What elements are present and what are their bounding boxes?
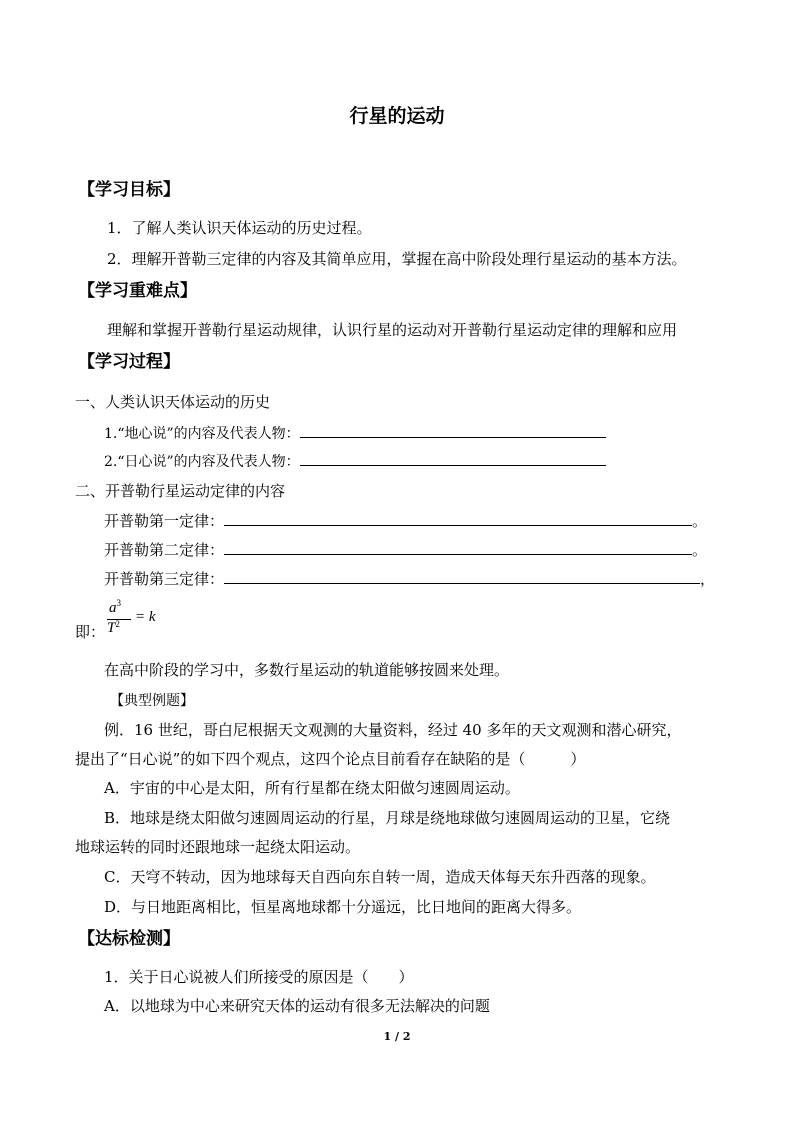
heading-key-points: 【学习重难点】 xyxy=(78,281,197,301)
kepler-law-3 xyxy=(104,569,715,589)
formula-numerator: $a^3$ xyxy=(109,598,121,616)
example-option-b-line-1: B．地球是绕太阳做匀速圆周运动的行星，月球是绕地球做匀速圆周运动的卫星，它绕 xyxy=(104,809,671,827)
assessment-question-1-option-a: A．以地球为中心来研究天体的运动有很多无法解决的问题 xyxy=(104,997,490,1015)
kepler-law-2 xyxy=(104,540,707,560)
heading-learning-process: 【学习过程】 xyxy=(78,352,180,372)
example-option-a: A．宇宙的中心是太阳，所有行星都在绕太阳做匀速圆周运动。 xyxy=(104,779,520,797)
answer-blank-law-2[interactable] xyxy=(224,540,692,555)
kepler-law-2-label: 开普勒第二定律： xyxy=(104,541,225,559)
answer-blank-geocentric[interactable] xyxy=(300,423,606,438)
example-question-line-1: 例．16 世纪，哥白尼根据天文观测的大量资料，经过 40 多年的天文观测和潜心研究， xyxy=(104,721,682,739)
page-number: 1 / 2 xyxy=(383,1030,411,1043)
goal-item-2: 2．理解开普勒三定律的内容及其简单应用，掌握在高中阶段处理行星运动的基本方法。 xyxy=(107,250,687,268)
heading-assessment: 【达标检测】 xyxy=(78,929,180,949)
key-points-text: 理解和掌握开普勒行星运动规律，认识行星的运动对开普勒行星运动定律的理解和应用 xyxy=(107,321,678,339)
kepler-law-1-end: 。 xyxy=(692,512,708,530)
answer-blank-law-1[interactable] xyxy=(224,511,692,526)
part1-question-1-label: 1.“地心说”的内容及代表人物： xyxy=(104,426,300,442)
formula-prefix: 即： xyxy=(75,623,106,641)
goal-item-1: 1．了解人类认识天体运动的历史过程。 xyxy=(107,219,372,237)
formula-denominator: $T^2$ xyxy=(107,619,120,636)
page-title: 行星的运动 xyxy=(349,105,445,127)
kepler-law-1-label: 开普勒第一定律： xyxy=(104,512,225,530)
kepler-law-3-label: 开普勒第三定律： xyxy=(104,570,225,588)
heading-learning-goals: 【学习目标】 xyxy=(78,180,180,200)
kepler-law-1 xyxy=(104,511,707,531)
kepler-third-law-formula xyxy=(105,600,165,642)
example-label: 【典型例题】 xyxy=(110,693,194,709)
part1-title: 一、人类认识天体运动的历史 xyxy=(75,393,271,411)
answer-blank-heliocentric[interactable] xyxy=(300,451,606,466)
kepler-law-2-end: 。 xyxy=(692,541,708,559)
example-option-b-line-2: 地球运转的同时还跟地球一起绕太阳运动。 xyxy=(75,838,361,856)
example-question-line-2: 提出了“日心说”的如下四个观点，这四个论点目前看存在缺陷的是（ ） xyxy=(75,750,586,768)
part2-title: 二、开普勒行星运动定律的内容 xyxy=(75,482,286,500)
part1-question-1 xyxy=(104,423,606,444)
kepler-law-3-end: ， xyxy=(700,570,716,588)
answer-blank-law-3[interactable] xyxy=(224,569,700,584)
example-option-c: C．天穹不转动，因为地球每天自西向东自转一周，造成天体每天东升西落的现象。 xyxy=(104,868,656,886)
part1-question-2-label: 2.“日心说”的内容及代表人物： xyxy=(104,454,300,470)
formula-rhs: = k xyxy=(135,609,156,625)
example-option-d: D．与日地距离相比，恒星离地球都十分遥远，比日地间的距离大得多。 xyxy=(104,898,582,916)
part1-question-2 xyxy=(104,451,606,472)
assessment-question-1: 1．关于日心说被人们所接受的原因是（ ） xyxy=(104,968,414,986)
orbit-note: 在高中阶段的学习中，多数行星运动的轨道能够按圆来处理。 xyxy=(104,661,510,679)
